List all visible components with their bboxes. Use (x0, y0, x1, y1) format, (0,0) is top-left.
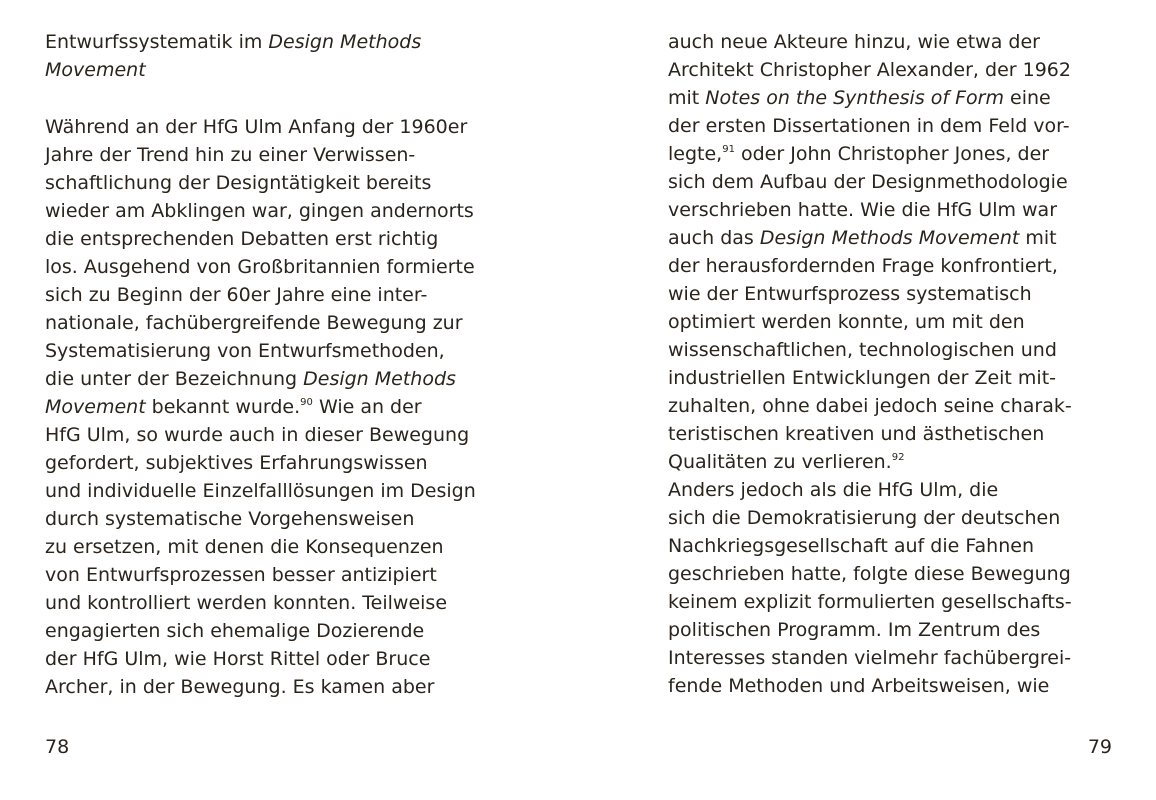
text-line (668, 112, 1070, 140)
text-run: auch das (668, 227, 760, 249)
italic-title: Design Methods (303, 368, 456, 390)
text-line (45, 533, 444, 561)
text-run: Qualitäten zu verlieren. (668, 451, 892, 473)
text-run: Nachkriegsgesellschaft auf die Fahnen (668, 535, 1034, 557)
text-run: mit (668, 87, 706, 109)
text-line (45, 449, 428, 477)
text-run: auch neue Akteure hinzu, wie etwa der (668, 31, 1040, 53)
text-run: bekannt wurde. (145, 396, 301, 418)
footnote-marker: 92 (891, 452, 905, 463)
text-run: Entwurfssystematik im (45, 31, 269, 53)
text-run: gefordert, subjektives Erfahrungswissen (45, 452, 428, 474)
text-line (668, 56, 1071, 84)
text-run: zuhalten, ohne dabei jedoch seine charak- (668, 395, 1072, 417)
text-line (45, 141, 415, 169)
right-page (668, 0, 1118, 800)
text-run: von Entwurfsprozessen besser antizipiert (45, 564, 437, 586)
text-line (668, 84, 1051, 112)
text-run: nationale, fachübergreifende Bewegung zur (45, 312, 463, 334)
text-run: Architekt Christopher Alexander, der 1962 (668, 59, 1071, 81)
italic-title: Movement (45, 59, 146, 81)
text-run: Anders jedoch als die HfG Ulm, die (668, 479, 999, 501)
text-line (45, 28, 421, 56)
text-line (668, 392, 1072, 420)
text-line (45, 505, 414, 533)
text-run: optimiert werden konnte, um mit den (668, 311, 1025, 333)
footnote-marker: 91 (722, 144, 735, 155)
text-line (45, 477, 476, 505)
text-line (45, 56, 146, 84)
text-line (668, 196, 1057, 224)
text-run: wissenschaftlichen, technologischen und (668, 339, 1057, 361)
text-run: wieder am Abklingen war, gingen andernorts (45, 200, 474, 222)
text-run: der ersten Dissertationen in dem Feld vor- (668, 115, 1070, 137)
text-line (45, 113, 467, 141)
text-run: der HfG Ulm, wie Horst Rittel oder Bruce (45, 648, 431, 670)
page-number-right: 79 (1087, 736, 1112, 758)
text-run: Wie an der (312, 396, 422, 418)
text-run: schaftlichung der Designtätigkeit bereits (45, 172, 432, 194)
text-line (668, 588, 1072, 616)
text-line (668, 224, 1057, 252)
italic-title: Design Methods (268, 31, 422, 53)
italic-title: Notes on the Synthesis of Form (705, 87, 1004, 109)
text-line (45, 645, 430, 673)
text-run: zu ersetzen, mit denen die Konsequenzen (45, 536, 444, 558)
text-run: der herausfordernden Frage konfrontiert, (668, 255, 1058, 277)
text-run: sich die Demokratisierung der deutschen (668, 507, 1061, 529)
text-line (45, 673, 434, 701)
text-line (45, 309, 463, 337)
text-line (45, 169, 431, 197)
text-line (668, 476, 998, 504)
text-line (668, 28, 1040, 56)
text-run: und individuelle Einzelfalllösungen im Design (45, 480, 476, 502)
text-line (668, 644, 1071, 672)
text-line (668, 420, 1044, 448)
text-line (668, 616, 1040, 644)
text-line (668, 336, 1057, 364)
text-line (45, 337, 445, 365)
text-run: Während an der HfG Ulm Anfang der 1960er (45, 116, 468, 138)
text-line (45, 617, 424, 645)
text-run: los. Ausgehend von Großbritannien formierte (45, 256, 475, 278)
text-run: sich dem Aufbau der Designmethodologie (668, 171, 1068, 193)
text-run: fende Methoden und Arbeitsweisen, wie (668, 675, 1050, 697)
text-run: verschrieben hatte. Wie die HfG Ulm war (668, 199, 1058, 221)
text-run: eine (1004, 87, 1051, 109)
text-run: die unter der Bezeichnung (45, 368, 304, 390)
text-line (668, 252, 1058, 280)
text-line (45, 225, 438, 253)
text-line (668, 532, 1034, 560)
text-line (45, 281, 427, 309)
text-line (668, 280, 1032, 308)
text-run: Jahre der Trend hin zu einer Verwissen- (45, 144, 416, 166)
text-line (668, 560, 1071, 588)
text-line (45, 365, 456, 393)
text-line (45, 421, 469, 449)
text-run: oder John Christopher Jones, der (734, 143, 1050, 165)
page-number-left: 78 (45, 736, 70, 758)
text-run: HfG Ulm, so wurde auch in dieser Bewegung (45, 424, 470, 446)
text-line (45, 393, 422, 421)
text-run: teristischen kreativen und ästhetischen (668, 423, 1045, 445)
text-run: die entsprechenden Debatten erst richtig (45, 228, 439, 250)
text-run: wie der Entwurfsprozess systematisch (668, 283, 1032, 305)
italic-title: Design Methods Movement (759, 227, 1020, 249)
text-run: legte, (668, 143, 723, 165)
text-run: politischen Programm. Im Zentrum des (668, 619, 1041, 641)
text-line (668, 364, 1056, 392)
italic-title: Movement (45, 396, 146, 418)
text-line (668, 672, 1049, 700)
text-run: sich zu Beginn der 60er Jahre eine inter- (45, 284, 428, 306)
left-page (45, 0, 535, 800)
text-run: geschrieben hatte, folgte diese Bewegung (668, 563, 1071, 585)
text-line (668, 448, 904, 476)
text-run: Systematisierung von Entwurfsmethoden, (45, 340, 445, 362)
text-run: keinem explizit formulierten gesellschafts- (668, 591, 1072, 613)
text-line (668, 308, 1025, 336)
text-run: mit (1019, 227, 1057, 249)
text-line (45, 561, 437, 589)
text-line (45, 197, 474, 225)
text-run: Interesses standen vielmehr fachübergrei- (668, 647, 1072, 669)
footnote-marker: 90 (300, 397, 313, 408)
text-line (668, 140, 1049, 168)
text-line (45, 253, 475, 281)
text-run: durch systematische Vorgehensweisen (45, 508, 415, 530)
text-line (45, 589, 447, 617)
text-line (668, 168, 1068, 196)
text-run: und kontrolliert werden konnten. Teilweise (45, 592, 448, 614)
text-run: Archer, in der Bewegung. Es kamen aber (45, 676, 435, 698)
text-run: industriellen Entwicklungen der Zeit mit- (668, 367, 1057, 389)
text-line (668, 504, 1060, 532)
text-run: engagierten sich ehemalige Dozierende (45, 620, 425, 642)
